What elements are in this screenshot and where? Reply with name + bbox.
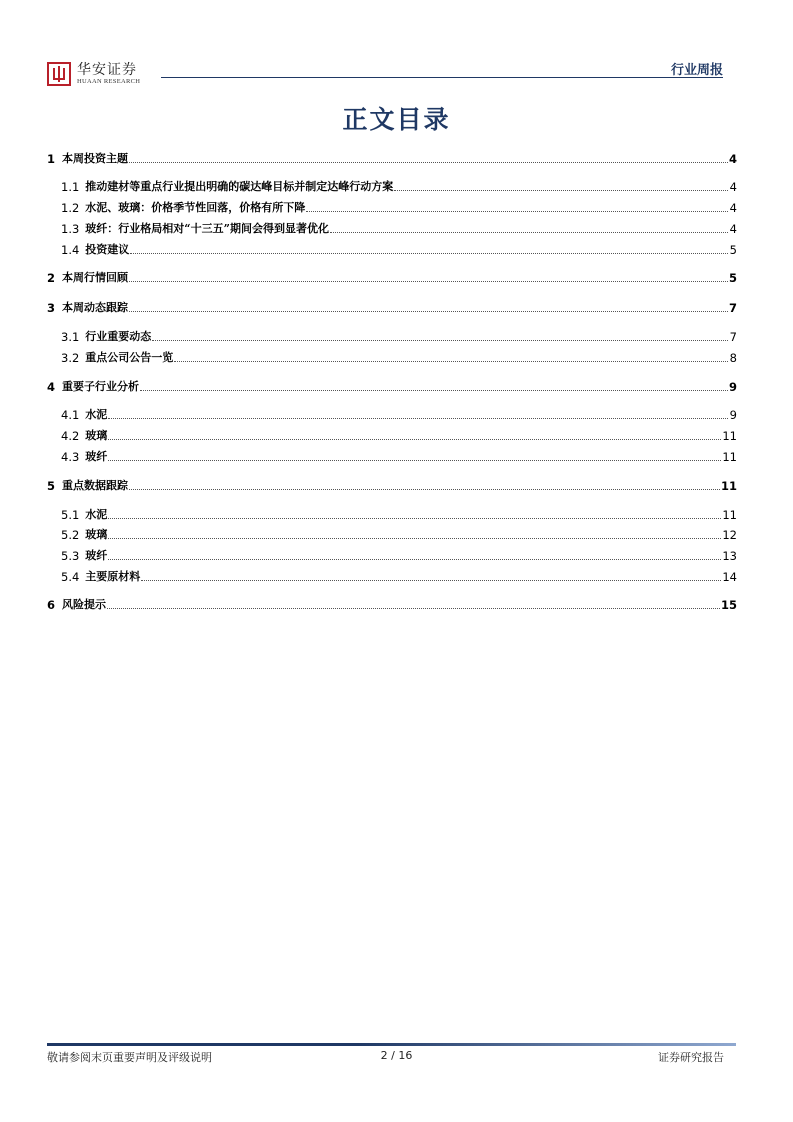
toc-entry-page: 11 (720, 479, 737, 493)
toc-entry[interactable] (47, 299, 737, 315)
toc-entry[interactable] (47, 547, 737, 563)
brand-name-cn: 华安证券 (77, 61, 137, 78)
toc-entry-number: 3.1 (61, 330, 80, 344)
toc-entry[interactable] (47, 406, 737, 422)
toc-entry-label: 推动建材等重点行业提出明确的碳达峰目标并制定达峰行动方案 (85, 180, 394, 193)
toc-entry[interactable] (47, 427, 737, 443)
toc-entry[interactable] (47, 220, 737, 236)
toc-entry-label: 水泥 (85, 408, 108, 421)
toc-entry-label: 本周行情回顾 (62, 271, 129, 284)
footer-disclaimer: 敬请参阅末页重要声明及评级说明 (47, 1051, 212, 1064)
toc-entry-label: 主要原材料 (85, 570, 141, 583)
toc-entry-page: 8 (729, 351, 737, 365)
toc-entry-page: 4 (729, 222, 737, 236)
toc-entry-number: 5.2 (61, 528, 80, 542)
toc-entry-number: 6 (47, 598, 56, 612)
page-title: 正文目录 (342, 105, 451, 134)
toc-entry-label: 玻纤 (85, 450, 108, 463)
toc-entry-label: 重要子行业分析 (62, 380, 140, 393)
toc-entry-number: 4.3 (61, 450, 80, 464)
toc-entry[interactable] (47, 269, 737, 285)
toc-entry-page: 11 (722, 429, 737, 443)
page-number: 2 / 16 (380, 1049, 413, 1062)
toc-entry-number: 5 (47, 479, 56, 493)
brand-name-en: HUAAN RESEARCH (77, 77, 141, 85)
toc-entry-page: 4 (728, 152, 737, 166)
toc-entry[interactable] (47, 378, 737, 394)
footer-divider (47, 1043, 736, 1046)
toc-entry-page: 4 (729, 201, 737, 215)
toc-entry-number: 1.4 (61, 243, 80, 257)
toc-entry-number: 2 (47, 271, 56, 285)
toc-entry[interactable] (47, 178, 737, 194)
toc-entry-label: 玻璃 (85, 528, 108, 541)
toc-leader-dots (140, 390, 728, 391)
toc-entry-label: 玻纤：行业格局相对“十三五”期间会得到显著优化 (85, 222, 329, 235)
toc-entry-number: 5.3 (61, 549, 80, 563)
toc-entry-label: 水泥、玻璃：价格季节性回落，价格有所下降 (85, 201, 306, 214)
toc-entry-page: 11 (722, 450, 737, 464)
toc-entry-page: 9 (728, 380, 737, 394)
toc-leader-dots (129, 311, 728, 312)
toc-entry-label: 重点公司公告一览 (85, 351, 174, 364)
toc-entry-number: 3.2 (61, 351, 80, 365)
toc-leader-dots (108, 460, 721, 461)
toc-entry-number: 5.1 (61, 508, 80, 522)
toc-entry-number: 1.2 (61, 201, 80, 215)
toc-entry-page: 4 (729, 180, 737, 194)
toc-entry[interactable] (47, 477, 737, 493)
toc-entry[interactable] (47, 328, 737, 344)
toc-entry-label: 本周投资主题 (62, 152, 129, 165)
toc-entry-number: 5.4 (61, 570, 80, 584)
toc-entry-label: 玻纤 (85, 549, 108, 562)
toc-leader-dots (130, 253, 728, 254)
toc-leader-dots (129, 162, 728, 163)
toc-entry-number: 3 (47, 301, 56, 315)
toc-entry-number: 1 (47, 152, 56, 166)
toc-entry-page: 7 (728, 301, 737, 315)
toc-leader-dots (108, 439, 721, 440)
toc-entry-page: 11 (722, 508, 737, 522)
toc-entry-label: 行业重要动态 (85, 330, 152, 343)
toc-leader-dots (330, 232, 728, 233)
toc-entry-label: 重点数据跟踪 (62, 479, 129, 492)
toc-entry[interactable] (47, 448, 737, 464)
toc-leader-dots (394, 190, 728, 191)
toc-entry[interactable] (47, 150, 737, 166)
toc-entry-label: 风险提示 (62, 598, 107, 611)
toc-entry[interactable] (47, 349, 737, 365)
toc-leader-dots (108, 518, 721, 519)
toc-leader-dots (306, 211, 728, 212)
toc-entry-label: 玻璃 (85, 429, 108, 442)
toc-leader-dots (141, 580, 721, 581)
toc-leader-dots (129, 281, 728, 282)
toc-leader-dots (108, 538, 721, 539)
toc-entry-page: 9 (729, 408, 737, 422)
toc-entry-page: 13 (722, 549, 737, 563)
toc-entry-page: 5 (728, 271, 737, 285)
toc-entry[interactable] (47, 241, 737, 257)
toc-entry-number: 4.2 (61, 429, 80, 443)
toc-entry-label: 本周动态跟踪 (62, 301, 129, 314)
toc-leader-dots (174, 361, 728, 362)
toc-entry-page: 12 (722, 528, 737, 542)
toc-entry[interactable] (47, 596, 737, 612)
toc-entry-label: 水泥 (85, 508, 108, 521)
toc-entry[interactable] (47, 506, 737, 522)
footer-doc-type: 证券研究报告 (658, 1051, 724, 1064)
toc-leader-dots (129, 489, 720, 490)
toc-leader-dots (107, 608, 720, 609)
toc-entry-page: 15 (720, 598, 737, 612)
toc-entry-page: 7 (729, 330, 737, 344)
toc-entry[interactable] (47, 199, 737, 215)
toc-entry-number: 1.3 (61, 222, 80, 236)
report-type: 行业周报 (670, 63, 723, 78)
toc-entry-number: 1.1 (61, 180, 80, 194)
company-logo (47, 62, 140, 86)
toc-entry-page: 5 (729, 243, 737, 257)
toc-entry-number: 4 (47, 380, 56, 394)
toc-entry[interactable] (47, 568, 737, 584)
toc-entry-page: 14 (722, 570, 737, 584)
toc-leader-dots (152, 340, 728, 341)
toc-entry-number: 4.1 (61, 408, 80, 422)
toc-entry[interactable] (47, 526, 737, 542)
toc-entry-label: 投资建议 (85, 243, 130, 256)
header-divider (161, 77, 723, 78)
toc-leader-dots (108, 418, 728, 419)
toc-leader-dots (108, 559, 721, 560)
logo-seal-icon (47, 62, 71, 86)
